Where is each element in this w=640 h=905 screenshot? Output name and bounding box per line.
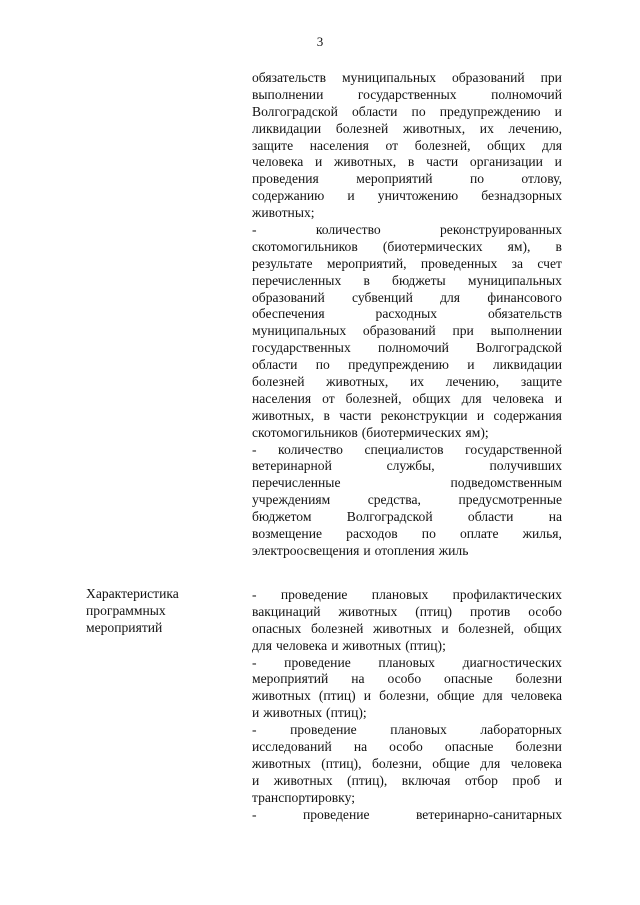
text-line: транспортировку; — [252, 789, 355, 805]
program-activities-text — [252, 587, 562, 823]
text-line: мероприятий на особо опасные болезни — [252, 671, 562, 687]
text-line: образований субвенций для финансового — [252, 289, 562, 305]
text-line: животных (птиц) и болезни, общие для человека — [252, 688, 562, 704]
section-label-program-activities — [86, 585, 236, 636]
text-line: перечисленных в бюджеты муниципальных — [252, 272, 562, 288]
text-line: и животных (птиц), включая отбор проб и — [252, 772, 562, 788]
text-line: животных, в части реконструкции и содержания — [252, 407, 562, 423]
text-line: электроосвещения и отопления жиль — [252, 542, 469, 558]
text-line: возмещение расходов по оплате жилья, — [252, 526, 562, 542]
text-line: бюджетом Волгоградской области на — [252, 509, 562, 525]
text-line: обязательств муниципальных образований при — [252, 70, 562, 85]
text-line: учреждениям средства, предусмотренные — [252, 492, 562, 508]
text-line: проведения мероприятий по отлову, — [252, 171, 562, 187]
text-line: опасных болезней животных и болезней, общих — [252, 620, 562, 636]
section-label-line: мероприятий — [86, 620, 163, 635]
text-line: скотомогильников (биотермических ям), в — [252, 238, 562, 254]
text-line: Волгоградской области по предупреждению и — [252, 103, 562, 119]
text-line: обеспечения расходных обязательств — [252, 306, 562, 322]
text-line: исследований на особо опасные болезни — [252, 739, 562, 755]
text-line: перечисленные подведомственным — [252, 475, 562, 491]
text-line: защите населения от болезней, общих для — [252, 137, 562, 153]
text-line: результате мероприятий, проведенных за счет — [252, 255, 562, 271]
text-line: и животных (птиц); — [252, 705, 367, 721]
text-line: населения от болезней, общих для человека и — [252, 390, 562, 406]
text-line: - проведение плановых лабораторных — [252, 722, 562, 738]
section-label-line: Характеристика — [86, 586, 179, 601]
text-line: области по предупреждению и ликвидации — [252, 357, 562, 373]
text-line: ветеринарной службы, получивших — [252, 458, 562, 474]
text-line: выполнении государственных полномочий — [252, 86, 562, 102]
section-label-line: программных — [86, 603, 166, 618]
text-line: - количество реконструированных — [252, 222, 562, 238]
text-line: государственных полномочий Волгоградской — [252, 340, 562, 356]
text-line: - количество специалистов государственной — [252, 441, 562, 457]
text-line: содержанию и уничтожению безнадзорных — [252, 188, 562, 204]
text-line: скотомогильников (биотермических ям); — [252, 424, 489, 440]
page-number: 3 — [316, 34, 324, 49]
text-line: вакцинаций животных (птиц) против особо — [252, 603, 562, 619]
program-indicators-text — [252, 70, 562, 560]
text-line: - проведение ветеринарно-санитарных — [252, 806, 562, 822]
text-line: для человека и животных (птиц); — [252, 637, 446, 653]
text-line: ликвидации болезней животных, их лечению, — [252, 120, 562, 136]
text-line: муниципальных образований при выполнении — [252, 323, 562, 339]
text-line: - проведение плановых диагностических — [252, 654, 562, 670]
text-line: животных (птиц), болезни, общие для человека — [252, 755, 562, 771]
text-line: человека и животных, в части организации и — [252, 154, 562, 170]
text-line: животных; — [252, 205, 315, 221]
text-line: болезней животных, их лечению, защите — [252, 374, 562, 390]
text-line: - проведение плановых профилактических — [252, 587, 562, 602]
